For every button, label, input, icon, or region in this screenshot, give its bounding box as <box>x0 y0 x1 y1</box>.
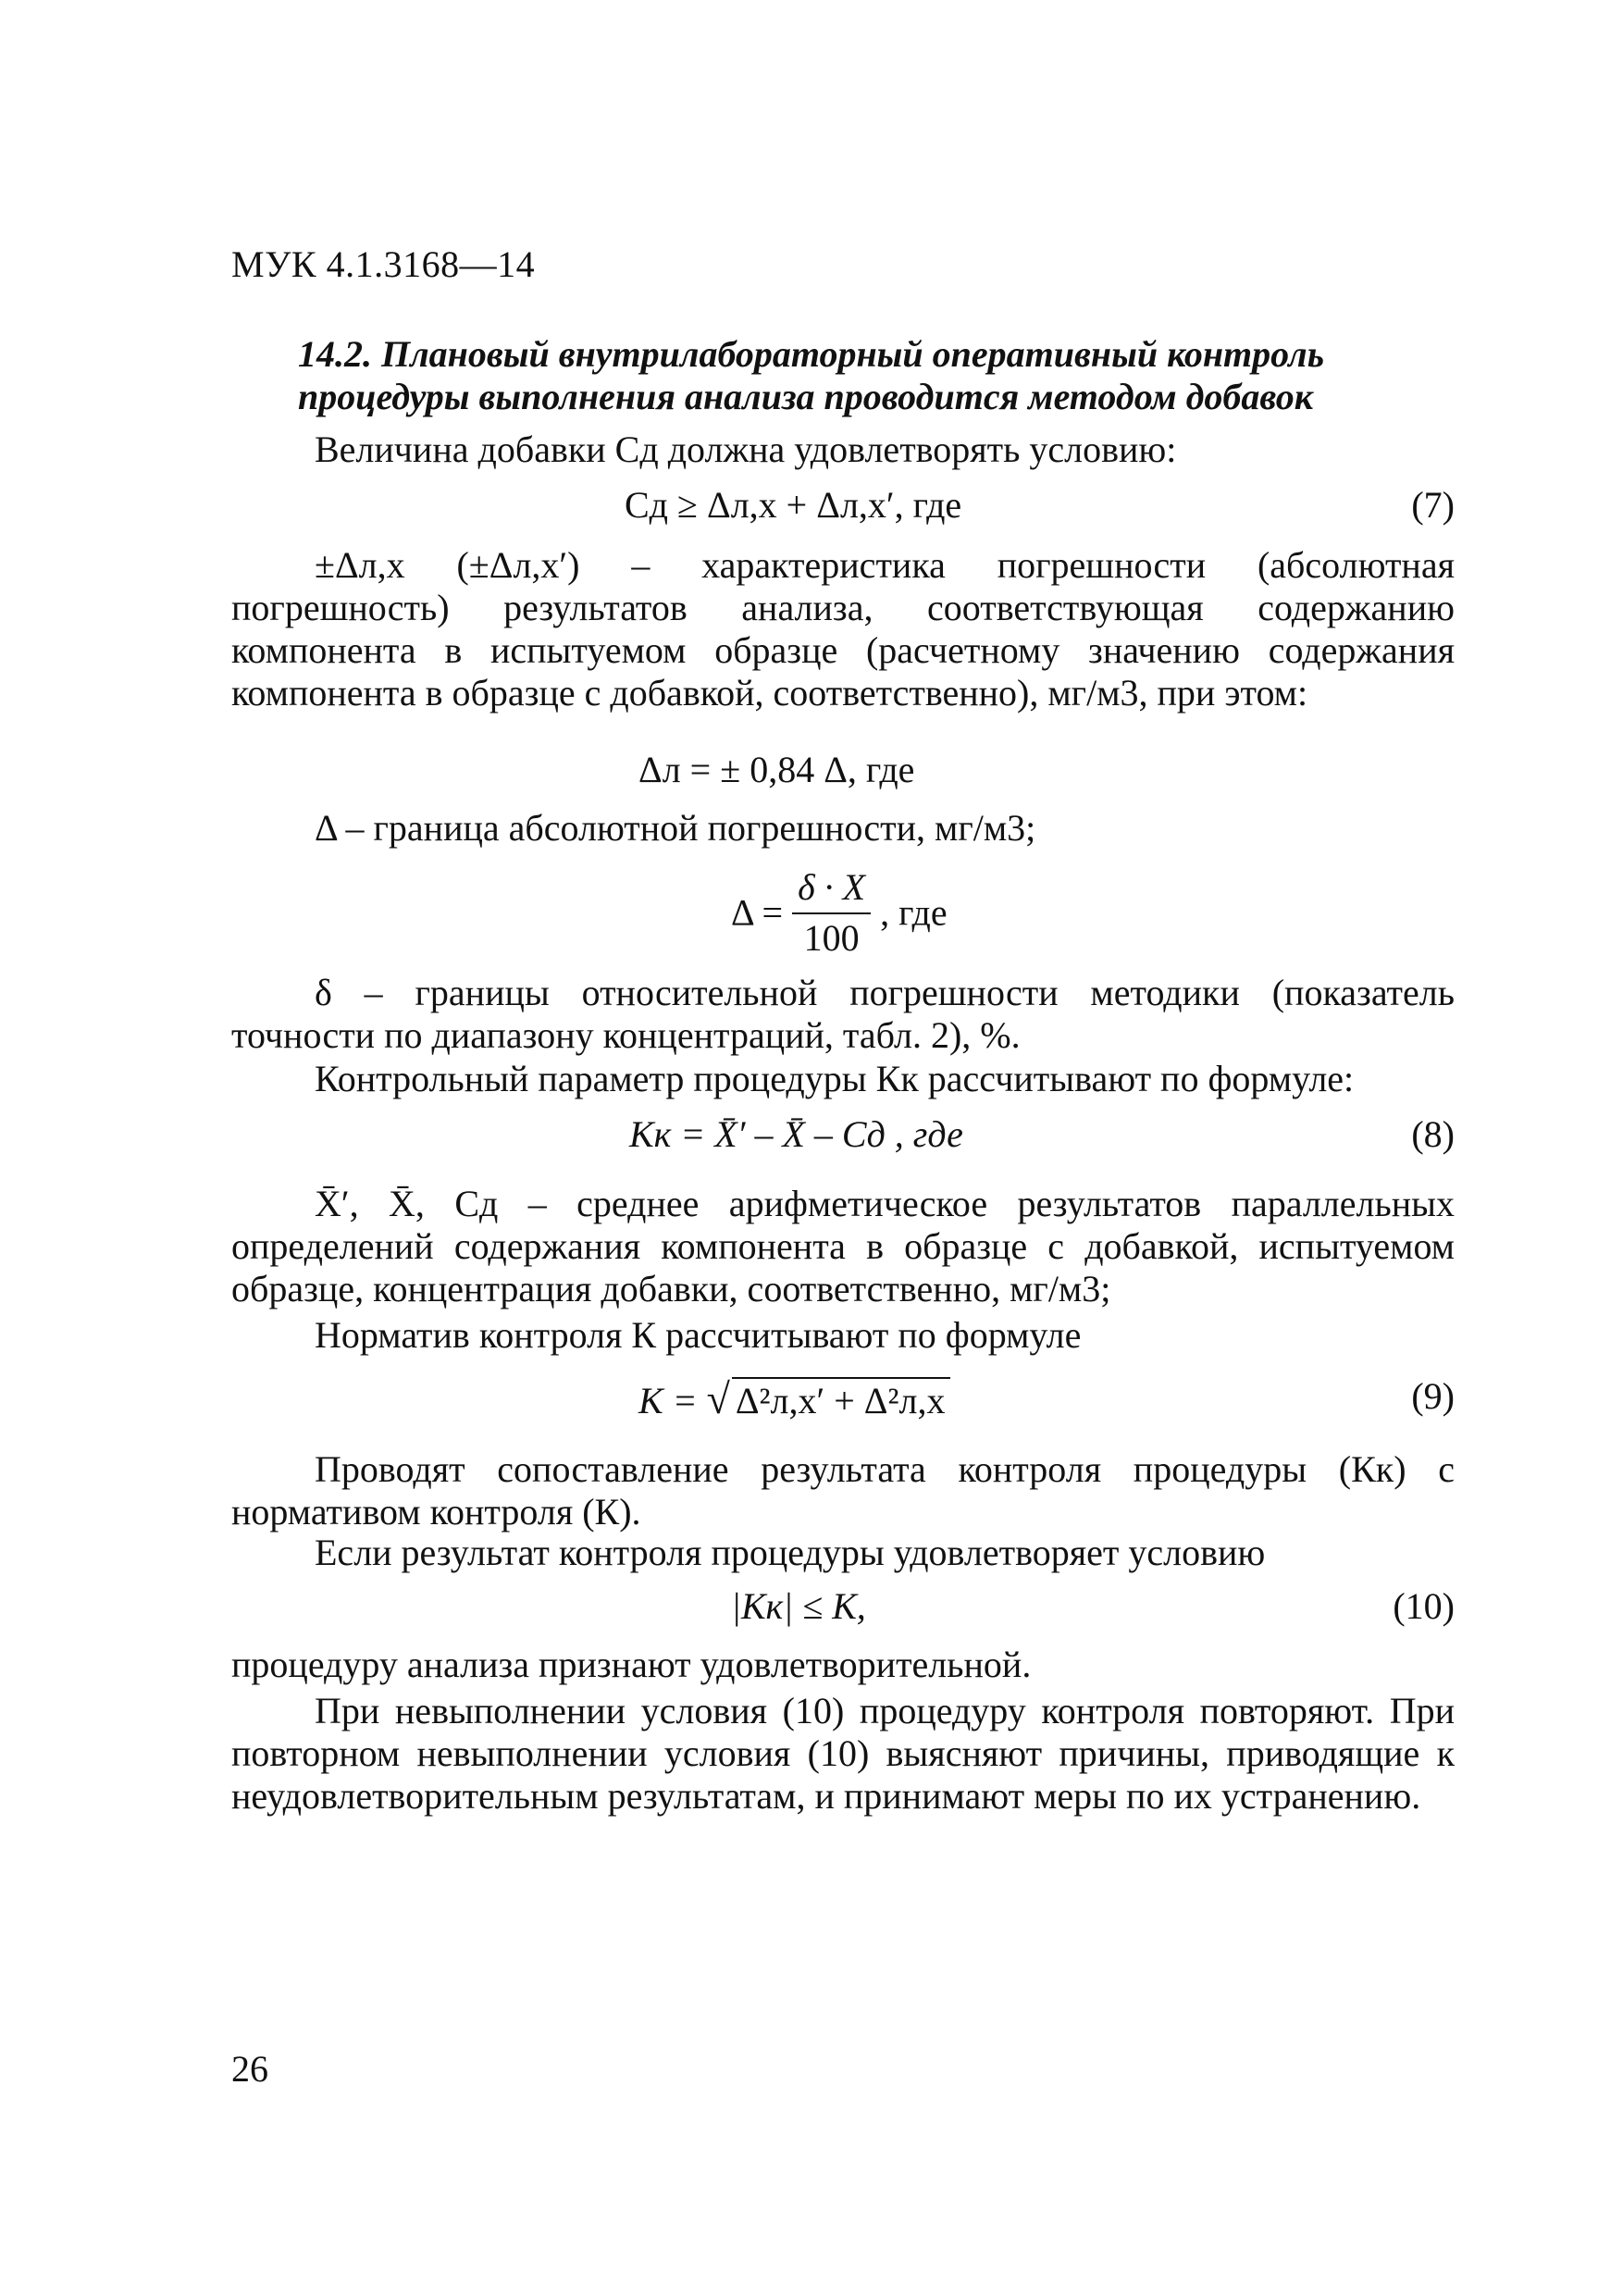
paragraph-relative-error <box>231 972 1455 1057</box>
paragraph-text: процедуру анализа признают удовлетворительной. <box>231 1644 1032 1685</box>
equation-8-number: (8) <box>1411 1113 1455 1155</box>
paragraph-text: δ – границы относительной погрешности методики (показатель точности по диапазону концентраций, табл. 2), %. <box>231 972 1455 1056</box>
paragraph-control-parameter <box>231 1058 1455 1100</box>
equation-delta-l <box>231 748 1455 803</box>
paragraph-satisfactory <box>231 1644 1455 1686</box>
paragraph-text: Норматив контроля К рассчитывают по формуле <box>315 1314 1082 1356</box>
equation-7 <box>231 483 1455 539</box>
equation-10 <box>231 1584 1455 1640</box>
paragraph-additive-condition <box>231 428 1455 471</box>
equation-delta-denominator: 100 <box>803 917 860 959</box>
equation-9-number: (9) <box>1411 1375 1455 1417</box>
paragraph-text: Проводят сопоставление результата контроля процедуры (Кк) с нормативом контроля (К). <box>231 1448 1455 1533</box>
paragraph-comparison <box>231 1448 1455 1533</box>
sqrt-icon: √ <box>706 1375 730 1422</box>
equation-delta-lhs: Δ = <box>731 891 784 934</box>
paragraph-control-norm <box>231 1314 1455 1357</box>
equation-7-number: (7) <box>1411 484 1455 526</box>
paragraph-text: Контрольный параметр процедуры Кк рассчитывают по формуле: <box>315 1058 1355 1099</box>
paragraph-text: При невыполнении условия (10) процедуру контроля повторяют. При повторном невыполнении условия (10) выясняют причины, приводящие к неудовлетворительным результатам, и принимают меры по их устранению. <box>231 1690 1455 1817</box>
equation-9-radicand: Δ²л,х′ + Δ²л,х <box>732 1377 951 1422</box>
paragraph-text: Если результат контроля процедуры удовлетворяет условию <box>315 1532 1266 1573</box>
equation-delta <box>231 865 1455 967</box>
section-heading-line-2: процедуры выполнения анализа проводится методом добавок <box>298 376 1314 417</box>
equation-9-body <box>638 1374 950 1423</box>
paragraph-text: Величина добавки Cд должна удовлетворять условию: <box>315 428 1177 470</box>
page-number: 26 <box>231 2048 268 2090</box>
paragraph-text: X̄′, X̄, Cд – среднее арифметическое результатов параллельных определений содержания компонента в образце с добавкой, испытуемом образце, концентрация добавки, соответственно, мг/м3; <box>231 1183 1455 1309</box>
equation-delta-body <box>731 865 948 960</box>
section-heading-line-1: 14.2. Плановый внутрилабораторный оперативный контроль <box>298 333 1324 375</box>
paragraph-error-characteristic <box>231 544 1455 714</box>
equation-8 <box>231 1112 1455 1168</box>
paragraph-failure-actions <box>231 1690 1455 1818</box>
paragraph-text: Δ – граница абсолютной погрешности, мг/м3; <box>315 807 1036 849</box>
section-heading <box>298 333 1455 418</box>
paragraph-delta-definition <box>231 807 1455 850</box>
equation-7-body: Сд ≥ Δл,х + Δл,х′, где <box>625 484 962 526</box>
equation-8-body: Кк = X̄′ – X̄ – Cд , где <box>629 1113 963 1155</box>
equation-delta-l-body: Δл = ± 0,84 Δ, где <box>638 749 915 790</box>
equation-delta-fraction <box>792 865 871 960</box>
paragraph-mean-definition <box>231 1183 1455 1310</box>
document-code: МУК 4.1.3168—14 <box>231 243 536 285</box>
paragraph-text: ±Δл,х (±Δл,х′) – характеристика погрешности (абсолютная погрешность) результатов анализа, соответствующая содержанию компонента в испытуемом образце (расчетному значению содержания компонента в образце с добавкой, соответственно), мг/м3, при этом: <box>231 544 1455 714</box>
equation-10-number: (10) <box>1393 1585 1455 1627</box>
equation-9-lhs: К = <box>638 1380 698 1421</box>
paragraph-condition <box>231 1532 1455 1574</box>
equation-delta-numerator: δ · X <box>792 865 871 914</box>
equation-delta-suffix: , где <box>880 891 948 934</box>
equation-9 <box>231 1374 1455 1439</box>
equation-10-body: |Кк| ≤ К, <box>731 1585 866 1627</box>
